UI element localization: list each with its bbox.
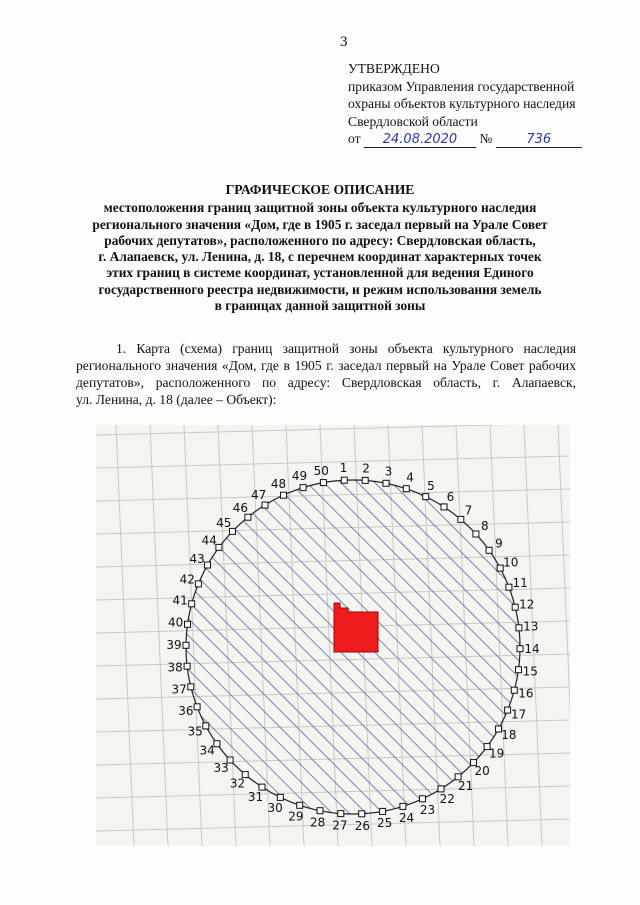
boundary-point-label: 15 xyxy=(522,664,538,679)
boundary-point-marker xyxy=(203,723,209,729)
boundary-point-marker xyxy=(506,584,512,590)
approval-title: УТВЕРЖДЕНО xyxy=(348,61,440,76)
boundary-point-marker xyxy=(320,480,326,486)
boundary-point-marker xyxy=(317,808,323,814)
date-prefix: от xyxy=(348,131,361,147)
boundary-point-label: 38 xyxy=(167,660,183,675)
boundary-point-marker xyxy=(188,684,194,690)
approval-stamp xyxy=(348,60,582,148)
boundary-point-marker xyxy=(262,502,268,508)
boundary-point-label: 5 xyxy=(427,478,435,493)
boundary-point-marker xyxy=(516,625,522,631)
boundary-point-marker xyxy=(183,642,189,648)
boundary-point-marker xyxy=(458,516,464,522)
boundary-point-marker xyxy=(341,477,347,483)
boundary-point-marker xyxy=(441,504,447,510)
boundary-point-label: 21 xyxy=(457,779,474,794)
boundary-point-marker xyxy=(473,531,479,537)
approval-date: 24.08.2020 xyxy=(364,132,476,148)
boundary-point-marker xyxy=(380,808,386,814)
boundary-point-marker xyxy=(300,485,306,491)
boundary-point-label: 44 xyxy=(201,533,217,548)
boundary-point-label: 31 xyxy=(247,790,264,805)
boundary-point-marker xyxy=(297,802,303,808)
boundary-point-label: 1 xyxy=(339,461,348,476)
boundary-point-marker xyxy=(511,687,517,693)
boundary-point-label: 46 xyxy=(232,500,249,515)
section-paragraph xyxy=(76,340,576,408)
boundary-point-marker xyxy=(185,621,191,627)
approval-line: Свердловской области xyxy=(348,113,478,129)
boundary-point-label: 34 xyxy=(199,743,215,758)
boundary-point-label: 9 xyxy=(495,536,503,551)
boundary-point-label: 40 xyxy=(168,615,184,630)
boundary-point-label: 39 xyxy=(166,638,182,653)
approval-date-line xyxy=(348,130,582,148)
boundary-point-label: 3 xyxy=(384,464,393,479)
boundary-point-label: 20 xyxy=(474,763,490,778)
paragraph-line: депутатов», расположенного по адресу: Свердловская область, г. Алапаевск, xyxy=(76,375,576,390)
boundary-point-label: 50 xyxy=(313,463,329,478)
paragraph-line: регионального значения «Дом, где в 1905 г. заседал первый на Урале Совет рабочих xyxy=(76,358,576,373)
boundary-point-marker xyxy=(205,562,211,568)
boundary-point-marker xyxy=(359,811,365,817)
boundary-point-label: 49 xyxy=(291,469,308,484)
boundary-point-label: 25 xyxy=(377,816,393,831)
boundary-point-label: 18 xyxy=(501,727,517,742)
boundary-point-label: 10 xyxy=(503,555,519,570)
boundary-point-marker xyxy=(214,741,220,747)
approval-line: охраны объектов культурного наследия xyxy=(348,96,576,112)
title-line: г. Алапаевск, ул. Ленина, д. 18, с перечнем координат характерных точек xyxy=(98,249,542,265)
boundary-point-label: 45 xyxy=(216,516,232,531)
boundary-point-marker xyxy=(277,794,283,800)
boundary-point-label: 13 xyxy=(523,619,539,634)
boundary-point-label: 32 xyxy=(229,776,246,791)
boundary-point-label: 14 xyxy=(524,641,540,656)
title-line: в границах данной защитной зоны xyxy=(214,298,426,314)
boundary-point-marker xyxy=(486,547,492,553)
boundary-point-label: 28 xyxy=(309,815,326,830)
protection-zone-map xyxy=(96,425,570,846)
boundary-point-label: 19 xyxy=(489,746,505,761)
boundary-point-label: 30 xyxy=(267,801,283,816)
document-title xyxy=(60,182,580,314)
approval-number: 736 xyxy=(496,132,582,148)
title-line: местоположения границ защитной зоны объекта культурного наследия xyxy=(103,200,537,216)
boundary-point-label: 4 xyxy=(406,470,414,485)
boundary-point-label: 8 xyxy=(480,518,489,533)
boundary-point-marker xyxy=(362,477,368,483)
boundary-point-marker xyxy=(517,646,523,652)
boundary-point-label: 11 xyxy=(512,575,528,590)
boundary-point-label: 47 xyxy=(251,487,267,502)
boundary-point-label: 36 xyxy=(178,704,194,719)
boundary-point-marker xyxy=(338,811,344,817)
boundary-point-label: 23 xyxy=(419,802,436,817)
paragraph-line: 1. Карта (схема) границ защитной зоны объекта культурного наследия xyxy=(116,341,576,356)
boundary-point-marker xyxy=(184,663,190,669)
boundary-point-label: 27 xyxy=(332,818,348,833)
boundary-point-marker xyxy=(245,514,251,520)
boundary-point-label: 22 xyxy=(439,792,455,807)
boundary-point-label: 43 xyxy=(189,552,205,567)
boundary-point-label: 35 xyxy=(187,724,203,739)
title-line: регионального значения «Дом, где в 1905 г. заседал первый на Урале Совет xyxy=(92,216,548,232)
approval-line: приказом Управления государственной xyxy=(348,78,575,94)
boundary-point-marker xyxy=(383,480,389,486)
title-line: этих границ в системе координат, установленной для ведения Единого xyxy=(106,265,534,281)
boundary-point-marker xyxy=(194,704,200,710)
boundary-point-label: 16 xyxy=(518,686,534,701)
title-line: государственного реестра недвижимости, и режим использования земель xyxy=(98,281,542,297)
boundary-point-label: 37 xyxy=(171,682,187,697)
boundary-point-marker xyxy=(438,786,444,792)
boundary-point-label: 48 xyxy=(270,477,287,492)
boundary-point-marker xyxy=(189,601,195,607)
boundary-point-label: 12 xyxy=(519,597,535,612)
boundary-point-marker xyxy=(423,494,429,500)
page-number: 3 xyxy=(340,34,348,50)
boundary-point-label: 7 xyxy=(464,503,473,518)
boundary-point-marker xyxy=(195,581,201,587)
number-prefix: № xyxy=(479,131,493,147)
boundary-point-label: 6 xyxy=(446,489,455,504)
boundary-point-marker xyxy=(516,667,522,673)
title-heading: ГРАФИЧЕСКОЕ ОПИСАНИЕ xyxy=(225,182,415,197)
paragraph-line: ул. Ленина, д. 18 (далее – Объект): xyxy=(76,392,277,407)
boundary-point-label: 42 xyxy=(179,572,195,587)
boundary-point-label: 2 xyxy=(362,461,370,476)
boundary-point-label: 26 xyxy=(354,818,371,833)
boundary-point-label: 33 xyxy=(213,761,229,776)
boundary-point-marker xyxy=(281,492,287,498)
boundary-point-label: 41 xyxy=(172,593,188,608)
boundary-point-marker xyxy=(400,803,406,809)
boundary-point-marker xyxy=(512,604,518,610)
boundary-point-label: 29 xyxy=(288,809,304,824)
boundary-point-label: 17 xyxy=(511,707,527,722)
boundary-point-marker xyxy=(403,486,409,492)
boundary-point-marker xyxy=(420,796,426,802)
title-line: рабочих депутатов», расположенного по адресу: Свердловская область, xyxy=(104,232,536,248)
boundary-point-label: 24 xyxy=(398,810,415,825)
boundary-point-marker xyxy=(505,707,511,713)
